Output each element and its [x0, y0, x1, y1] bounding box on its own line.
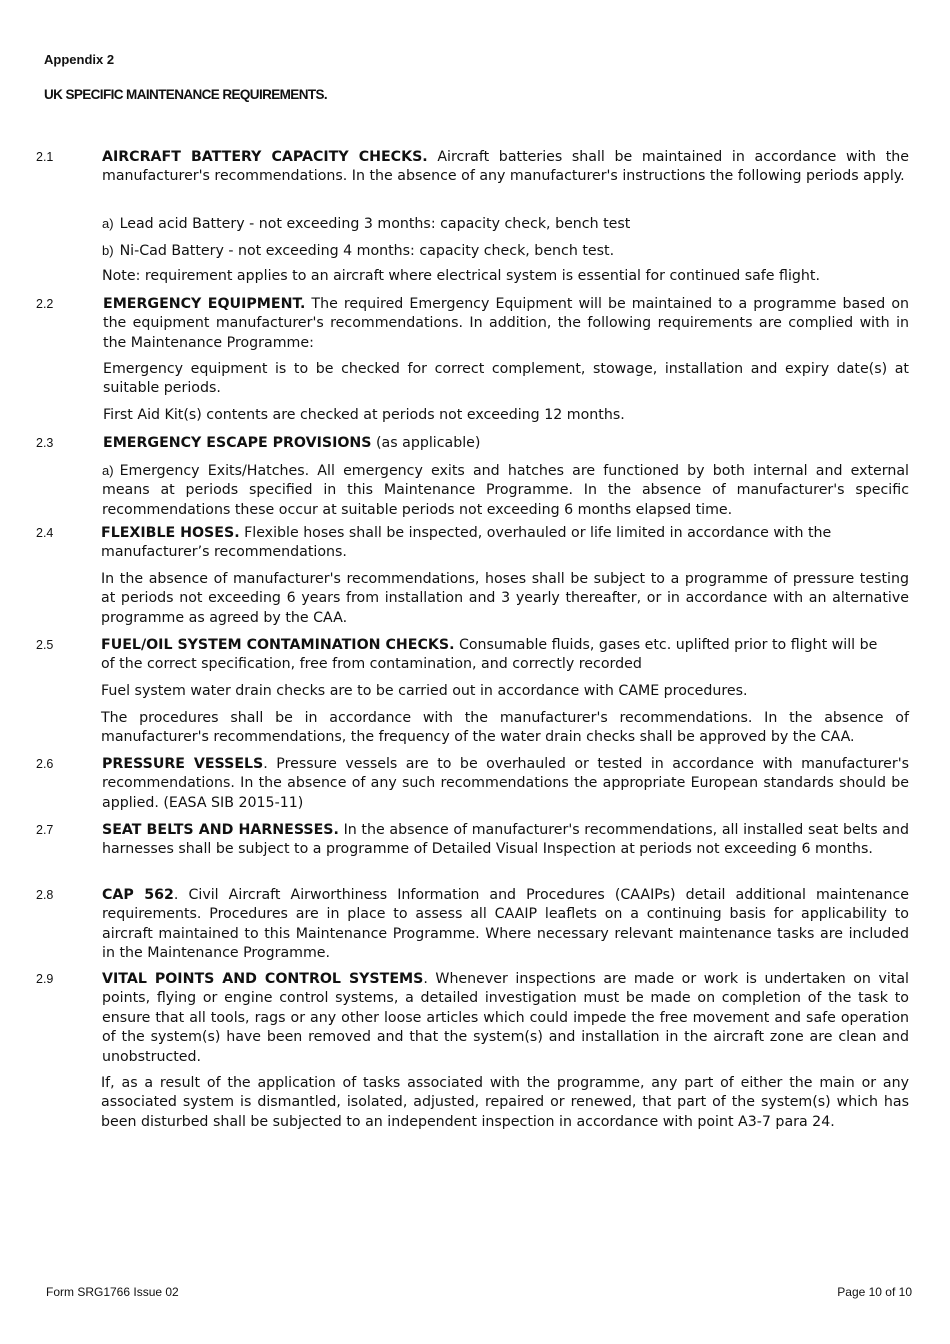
section-heading: FLEXIBLE HOSES.: [101, 525, 240, 541]
section-number: 2.8: [36, 888, 54, 902]
section-paragraph: Emergency equipment is to be checked for correct complement, stowage, installation and expiry date(s) at suitable periods.: [103, 361, 909, 397]
section-paragraph: If, as a result of the application of tasks associated with the programme, any part of either the main or any associated system is dismantled, isolated, adjusted, repaired or renewed, that part of the system(s) which has been disturbed shall be subjected to an independent inspection in accordance with point A3-7 para 24.: [101, 1075, 909, 1130]
section-paragraph: First Aid Kit(s) contents are checked at periods not exceeding 12 months.: [103, 407, 625, 423]
section-heading: AIRCRAFT BATTERY CAPACITY CHECKS.: [102, 149, 428, 165]
section-paragraph: [102, 148, 909, 187]
section-paragraph: [101, 636, 895, 675]
section-body: Consumable fluids, gases etc. uplifted prior to flight will be of the correct specification, free from contamination, and correctly recorded: [101, 637, 878, 673]
section-paragraph: [103, 434, 909, 453]
item-text: Lead acid Battery - not exceeding 3 months: capacity check, bench test: [119, 216, 631, 232]
section-number: 2.4: [36, 526, 54, 540]
section-heading: FUEL/OIL SYSTEM CONTAMINATION CHECKS.: [101, 637, 455, 653]
section-body: (as applicable): [371, 435, 481, 451]
item-text: Emergency Exits/Hatches. All emergency exits and hatches are functioned by both internal and external means at periods specified in this Maintenance Programme. In the absence of manufacturer's specific recommendations these occur at suitable periods not exceeding 6 months elapsed time.: [102, 463, 909, 518]
section-paragraph: [102, 886, 909, 964]
list-item: [102, 461, 909, 520]
section-body: The required Emergency Equipment will be maintained to a programme based on the equipment manufacturer's recommendations. In addition, the following requirements are complied with in the Maintenance Programme:: [103, 296, 909, 351]
item-text: Ni-Cad Battery - not exceeding 4 months: capacity check, bench test.: [119, 243, 615, 259]
section-heading: VITAL POINTS AND CONTROL SYSTEMS: [102, 971, 424, 987]
section-number: 2.5: [36, 638, 54, 652]
section-heading: EMERGENCY ESCAPE PROVISIONS: [103, 435, 372, 451]
section-paragraph: In the absence of manufacturer's recommendations, hoses shall be subject to a programme of pressure testing at periods not exceeding 6 years from installation and 3 yearly thereafter, or in accordance with an alternative programme as agreed by the CAA.: [101, 571, 909, 626]
document-title: UK SPECIFIC MAINTENANCE REQUIREMENTS.: [44, 87, 328, 102]
item-label: b): [102, 243, 114, 258]
section-number: 2.3: [36, 436, 54, 450]
section-heading: PRESSURE VESSELS: [102, 756, 264, 772]
list-item: [102, 214, 909, 234]
section-heading: CAP 562: [102, 887, 174, 903]
section-body: . Civil Aircraft Airworthiness Information and Procedures (CAAIPs) detail additional maintenance requirements. Procedures are in place to assess all CAAIP leaflets on a continuing basis for applicability to aircraft maintained to this Maintenance Programme. Where necessary relevant maintenance tasks are included in the Maintenance Programme.: [102, 887, 909, 962]
section-heading: SEAT BELTS AND HARNESSES.: [102, 822, 339, 838]
section-heading: EMERGENCY EQUIPMENT.: [103, 296, 306, 312]
section-body: In the absence of manufacturer's recommendations, all installed seat belts and harnesses shall be subject to a programme of Detailed Visual Inspection at periods not exceeding 6 months.: [102, 822, 909, 858]
section-body: . Pressure vessels are to be overhauled or tested in accordance with manufacturer's recommendations. In the absence of any such recommendations the appropriate European standards should be applied. (EASA SIB 2015-11): [102, 756, 909, 811]
item-label: a): [102, 216, 114, 231]
section-body: . Whenever inspections are made or work is undertaken on vital points, flying or engine control systems, a detailed investigation must be made on completion of the task to ensure that all tools, rags or any other loose articles which could impede the free movement and safe operation of the system(s) have been removed and that the system(s) and installation in the aircraft zone are clean and unobstructed.: [102, 971, 909, 1065]
list-item: [102, 241, 909, 261]
section-number: 2.2: [36, 297, 54, 311]
section-note: Note: requirement applies to an aircraft where electrical system is essential for continued safe flight.: [102, 268, 820, 284]
section-paragraph: [101, 524, 881, 563]
section-paragraph: The procedures shall be in accordance with the manufacturer's recommendations. In the absence of manufacturer's recommendations, the frequency of the water drain checks shall be approved by the CAA.: [101, 710, 909, 746]
section-paragraph: [102, 970, 909, 1067]
section-number: 2.7: [36, 823, 54, 837]
footer-form-id: Form SRG1766 Issue 02: [46, 1285, 179, 1299]
section-paragraph: Fuel system water drain checks are to be carried out in accordance with CAME procedures.: [101, 683, 748, 699]
section-paragraph: [103, 295, 909, 353]
section-number: 2.6: [36, 757, 54, 771]
appendix-label: Appendix 2: [44, 52, 115, 67]
section-number: 2.9: [36, 972, 54, 986]
section-paragraph: [102, 755, 909, 813]
section-body: Aircraft batteries shall be maintained in accordance with the manufacturer's recommendations. In the absence of any manufacturer's instructions the following periods apply.: [102, 149, 909, 185]
footer-page-number: Page 10 of 10: [837, 1285, 912, 1299]
section-body: Flexible hoses shall be inspected, overhauled or life limited in accordance with the manufacturer’s recommendations.: [101, 525, 832, 561]
item-label: a): [102, 463, 114, 478]
section-paragraph: [102, 821, 909, 860]
section-number: 2.1: [36, 150, 54, 164]
